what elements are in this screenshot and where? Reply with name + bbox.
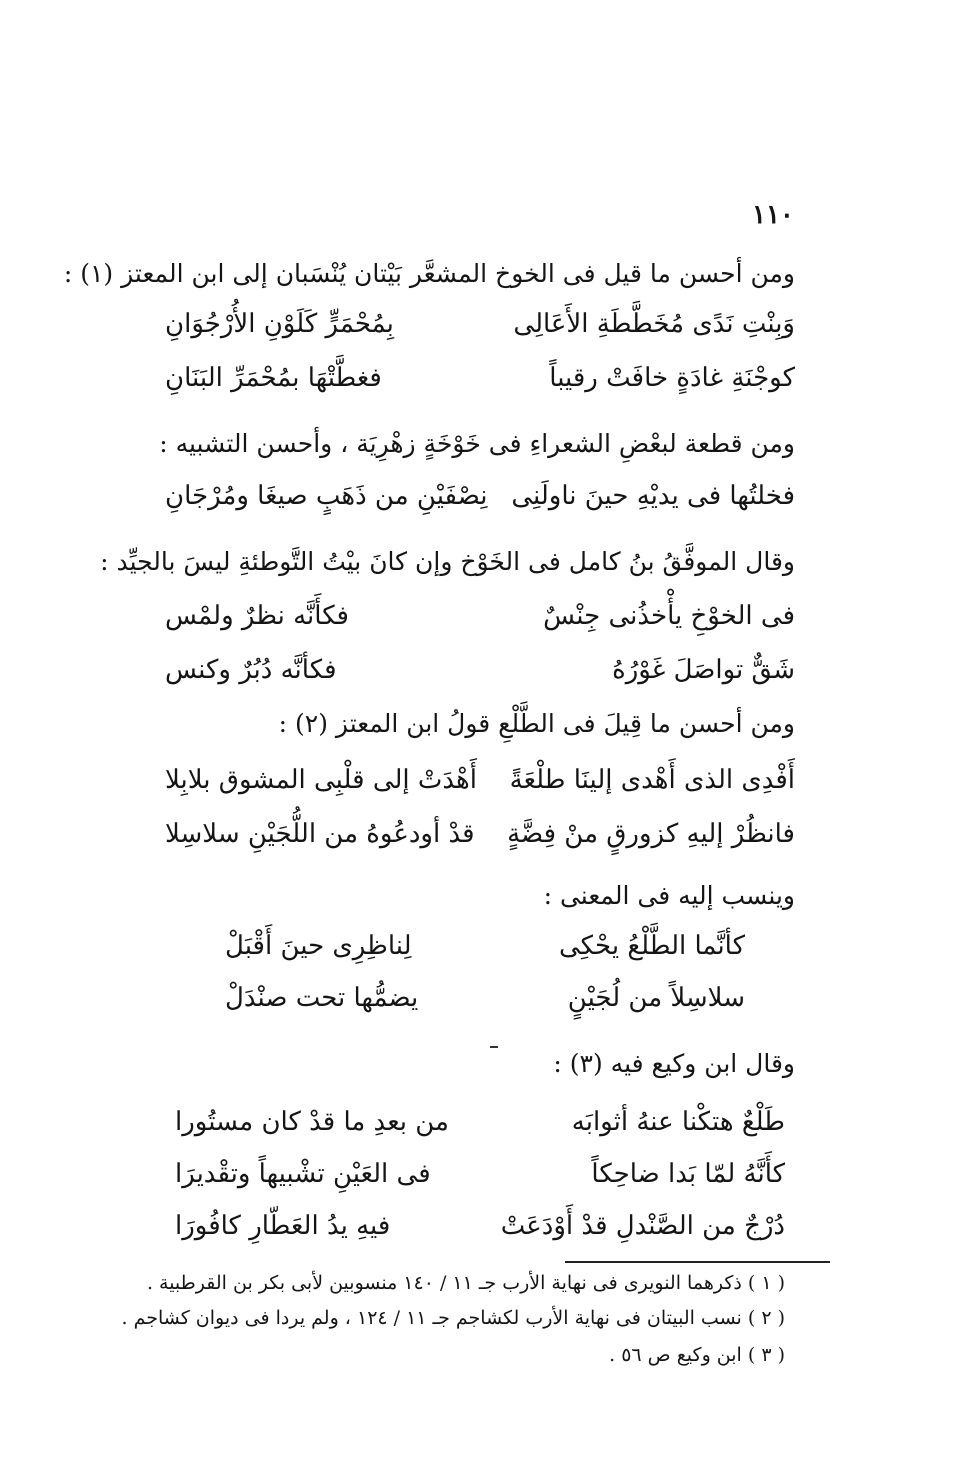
verse-first-hemistich: سلاسِلاً من لُجَيْنٍ [567,983,745,1013]
verse-line [175,1204,785,1248]
verse-line [165,648,795,692]
section-intro: ومن أحسن ما قِيلَ فى الطَّلْعِ قولُ ابن المعتز (٢) : [278,709,795,738]
verse-line [175,1152,785,1196]
verse-second-hemistich: فيهِ يدُ العَطّارِ كافُورَا [175,1211,391,1241]
verse-line [225,924,745,968]
verse-first-hemistich: طَلْعٌ هتكْنا عنهُ أثوابَه [571,1107,785,1137]
footnote: ( ٣ ) ابن وكيع ص ٥٦ . [609,1344,785,1366]
verse-second-hemistich: فى العَيْنِ تشْبيهاً وتقْديرَا [175,1159,431,1189]
verse-first-hemistich: كوجْنَةِ غادَةٍ خافَتْ رقيباً [549,363,795,393]
footnote: ( ١ ) ذكرهما النويرى فى نهاية الأرب جـ ١١ / ١٤٠ منسوبين لأبى بكر بن القرطبية . [146,1272,785,1294]
verse-first-hemistich: فى الخوْخِ يأْخذُنى جِنْسٌ [543,601,795,631]
section-intro: وينسب إليه فى المعنى : [543,881,795,910]
verse-line [165,356,795,400]
verse-first-hemistich: فخلتُها فى يديْهِ حينَ ناولَنِى [511,481,795,511]
section-intro: ومن أحسن ما قيل فى الخوخ المشعَّر بَيْتان يُنْسَبان إلى ابن المعتز (١) : [63,259,795,288]
verse-second-hemistich: فغطَّتْهَا بمُحْمَرِّ البَنَانِ [165,363,382,393]
verse-first-hemistich: كأَنَّهُ لمّا بَدا ضاحِكاً [591,1159,785,1189]
verse-first-hemistich: دُرْجٌ من الصَّنْدلِ قدْ أَوْدَعَتْ [500,1211,785,1241]
verse-line [225,976,745,1020]
footnote-divider [565,1261,830,1263]
verse-second-hemistich: قدْ أودعُوهُ من اللُّجَيْنِ سلاسِلا [165,819,475,849]
verse-first-hemistich: فانظُرْ إليهِ كزورقٍ منْ فِضَّةٍ [507,819,795,849]
verse-line [165,474,795,518]
verse-line [175,1100,785,1144]
verse-first-hemistich: أَفْدِى الذى أَهْدى إلينَا طلْعَةً [509,765,795,795]
verse-first-hemistich: شَقٌّ تواصَلَ غَوْرُهُ [612,655,795,685]
verse-line [165,594,795,638]
verse-second-hemistich: من بعدِ ما قدْ كان مستُورا [175,1107,449,1137]
verse-second-hemistich: بِمُحْمَرٍّ كَلَوْنِ الأُرْجُوَانِ [165,309,394,339]
verse-line [165,812,795,856]
verse-second-hemistich: نِصْفَيْنِ من ذَهَبٍ صيغَا ومُرْجَانِ [165,481,488,511]
section-intro: وقال الموفَّقُ بنُ كامل فى الخَوْخ وإن كانَ بيْتُ التَّوطئةِ ليسَ بالجيِّد : [100,547,795,576]
verse-second-hemistich: لِناظِرِى حينَ أَقْبَلْ [225,931,412,961]
verse-line [165,302,795,346]
page-number: ١١٠ [752,200,794,230]
section-intro: ومن قطعة لبعْضِ الشعراءِ فى خَوْخَةٍ زهْرِيَة ، وأحسن التشبيه : [159,429,795,458]
verse-first-hemistich: كأنَّما الطَّلْعُ يحْكِى [559,931,745,961]
verse-second-hemistich: فكأَنَّه نظرٌ ولمْس [165,601,349,631]
verse-second-hemistich: أَهْدَتْ إلى قلْبِى المشوق بلابِلا [165,765,477,795]
verse-second-hemistich: فكأنَّه دُبُرٌ وكنس [165,655,337,685]
footnote: ( ٢ ) نسب البيتان فى نهاية الأرب لكشاجم جـ ١١ / ١٢٤ ، ولم يردا فى ديوان كشاجم . [121,1307,785,1329]
verse-second-hemistich: يضمُّها تحت صنْدَلْ [225,983,419,1013]
verse-line [165,758,795,802]
section-intro: وقال ابن وكيع فيه (٣) : [553,1049,795,1078]
verse-first-hemistich: وَبِنْتِ نَدًى مُخَطَّطَةِ الأَعَالِى [513,309,795,339]
